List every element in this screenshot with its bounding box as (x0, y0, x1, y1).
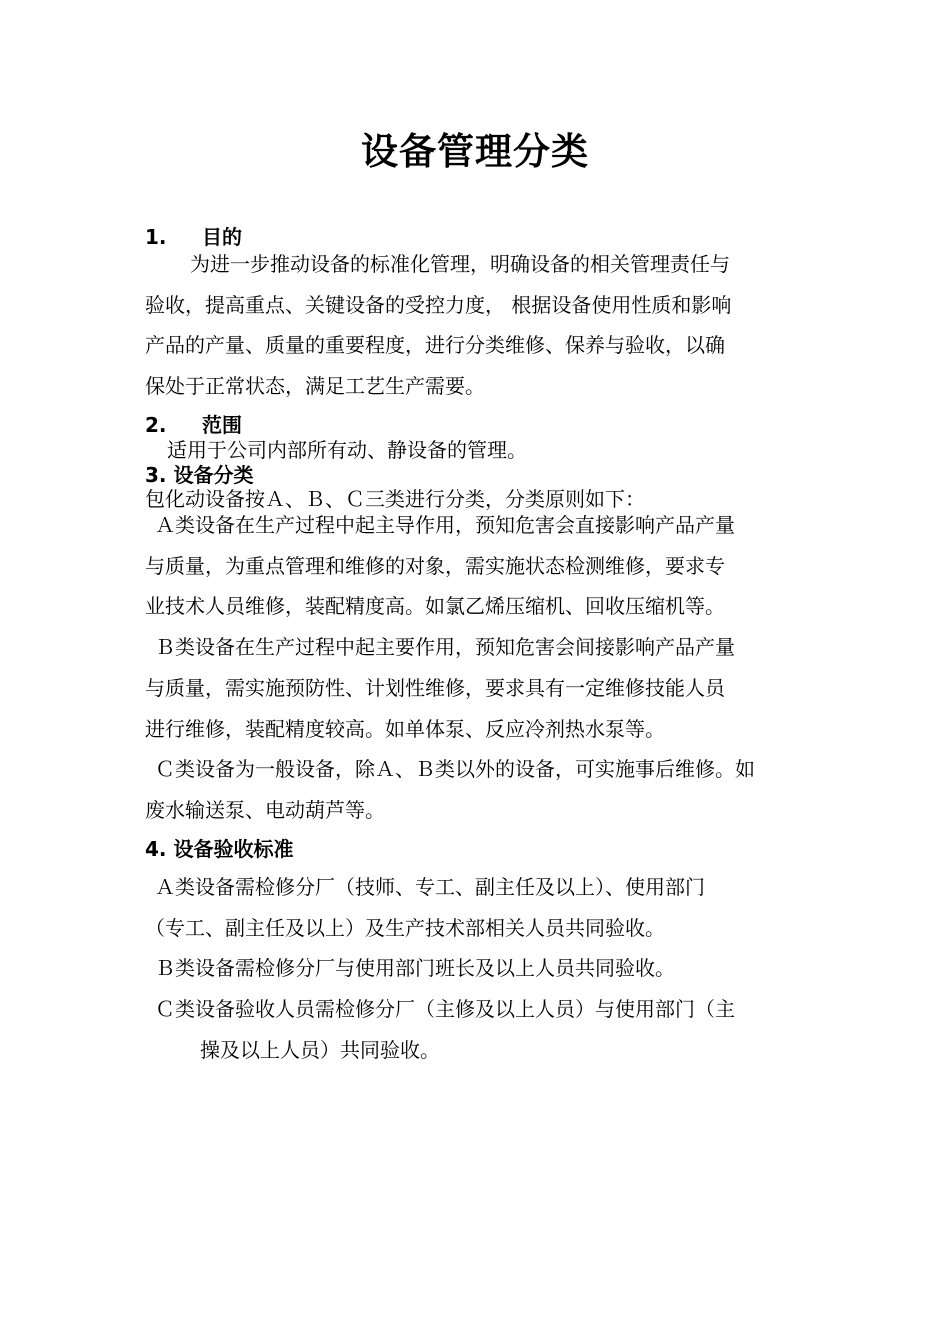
section-1-line: 产品的产量、质量的重要程度，进行分类维修、保养与验收，以确 (145, 333, 725, 357)
section-2-number: 2. (145, 413, 167, 437)
section-1-line: 验收，提高重点、关键设备的受控力度， 根据设备使用性质和影响 (145, 292, 732, 317)
acceptance-line: 操及以上人员）共同验收。 (200, 1037, 440, 1062)
section-1-title: 目的 (202, 225, 242, 249)
section-4-body (145, 867, 815, 1071)
acceptance-line: Ａ类设备需检修分厂（技师、专工、副主任及以上）、使用部门 (155, 875, 705, 899)
section-1-number: 1. (145, 225, 167, 249)
class-b-line: 进行维修，装配精度较高。如单体泵、反应冷剂热水泵等。 (145, 716, 665, 741)
class-b-line: 与质量，需实施预防性、计划性维修，要求具有一定维修技能人员 (145, 675, 725, 700)
acceptance-line: Ｃ类设备验收人员需检修分厂（主修及以上人员）与使用部门（主 (155, 997, 735, 1022)
class-c-line: 废水输送泵、电动葫芦等。 (145, 797, 385, 822)
class-b-line: Ｂ类设备在生产过程中起主要作用，预知危害会间接影响产品产量 (155, 635, 735, 660)
section-3-intro: 包化动设备按Ａ、Ｂ、Ｃ三类进行分类，分类原则如下： (145, 487, 645, 511)
class-a-line: 业技术人员维修，装配精度高。如氯乙烯压缩机、回收压缩机等。 (145, 594, 725, 619)
section-2-text: 适用于公司内部所有动、静设备的管理。 (167, 438, 527, 462)
section-2-heading (145, 412, 815, 438)
section-4-heading: 4. 设备验收标准 (145, 837, 294, 861)
acceptance-line: Ｂ类设备需检修分厂与使用部门班长及以上人员共同验收。 (155, 956, 675, 981)
section-1-line: 为进一步推动设备的标准化管理，明确设备的相关管理责任与 (190, 252, 730, 276)
section-1-line: 保处于正常状态，满足工艺生产需要。 (145, 373, 485, 398)
acceptance-line: （专工、副主任及以上）及生产技术部相关人员共同验收。 (145, 915, 665, 940)
class-a-line: Ａ类设备在生产过程中起主导作用，预知危害会直接影响产品产量 (155, 513, 735, 537)
section-1-body (145, 244, 815, 406)
section-2-title: 范围 (202, 413, 242, 437)
page-title: 设备管理分类 (361, 129, 589, 173)
class-a-line: 与质量，为重点管理和维修的对象，需实施状态检测维修，要求专 (145, 553, 725, 578)
class-c-line: Ｃ类设备为一般设备，除Ａ、Ｂ类以外的设备，可实施事后维修。如 (155, 757, 755, 782)
section-3-body (145, 505, 815, 831)
section-3-heading: 3. 设备分类 (145, 463, 254, 487)
